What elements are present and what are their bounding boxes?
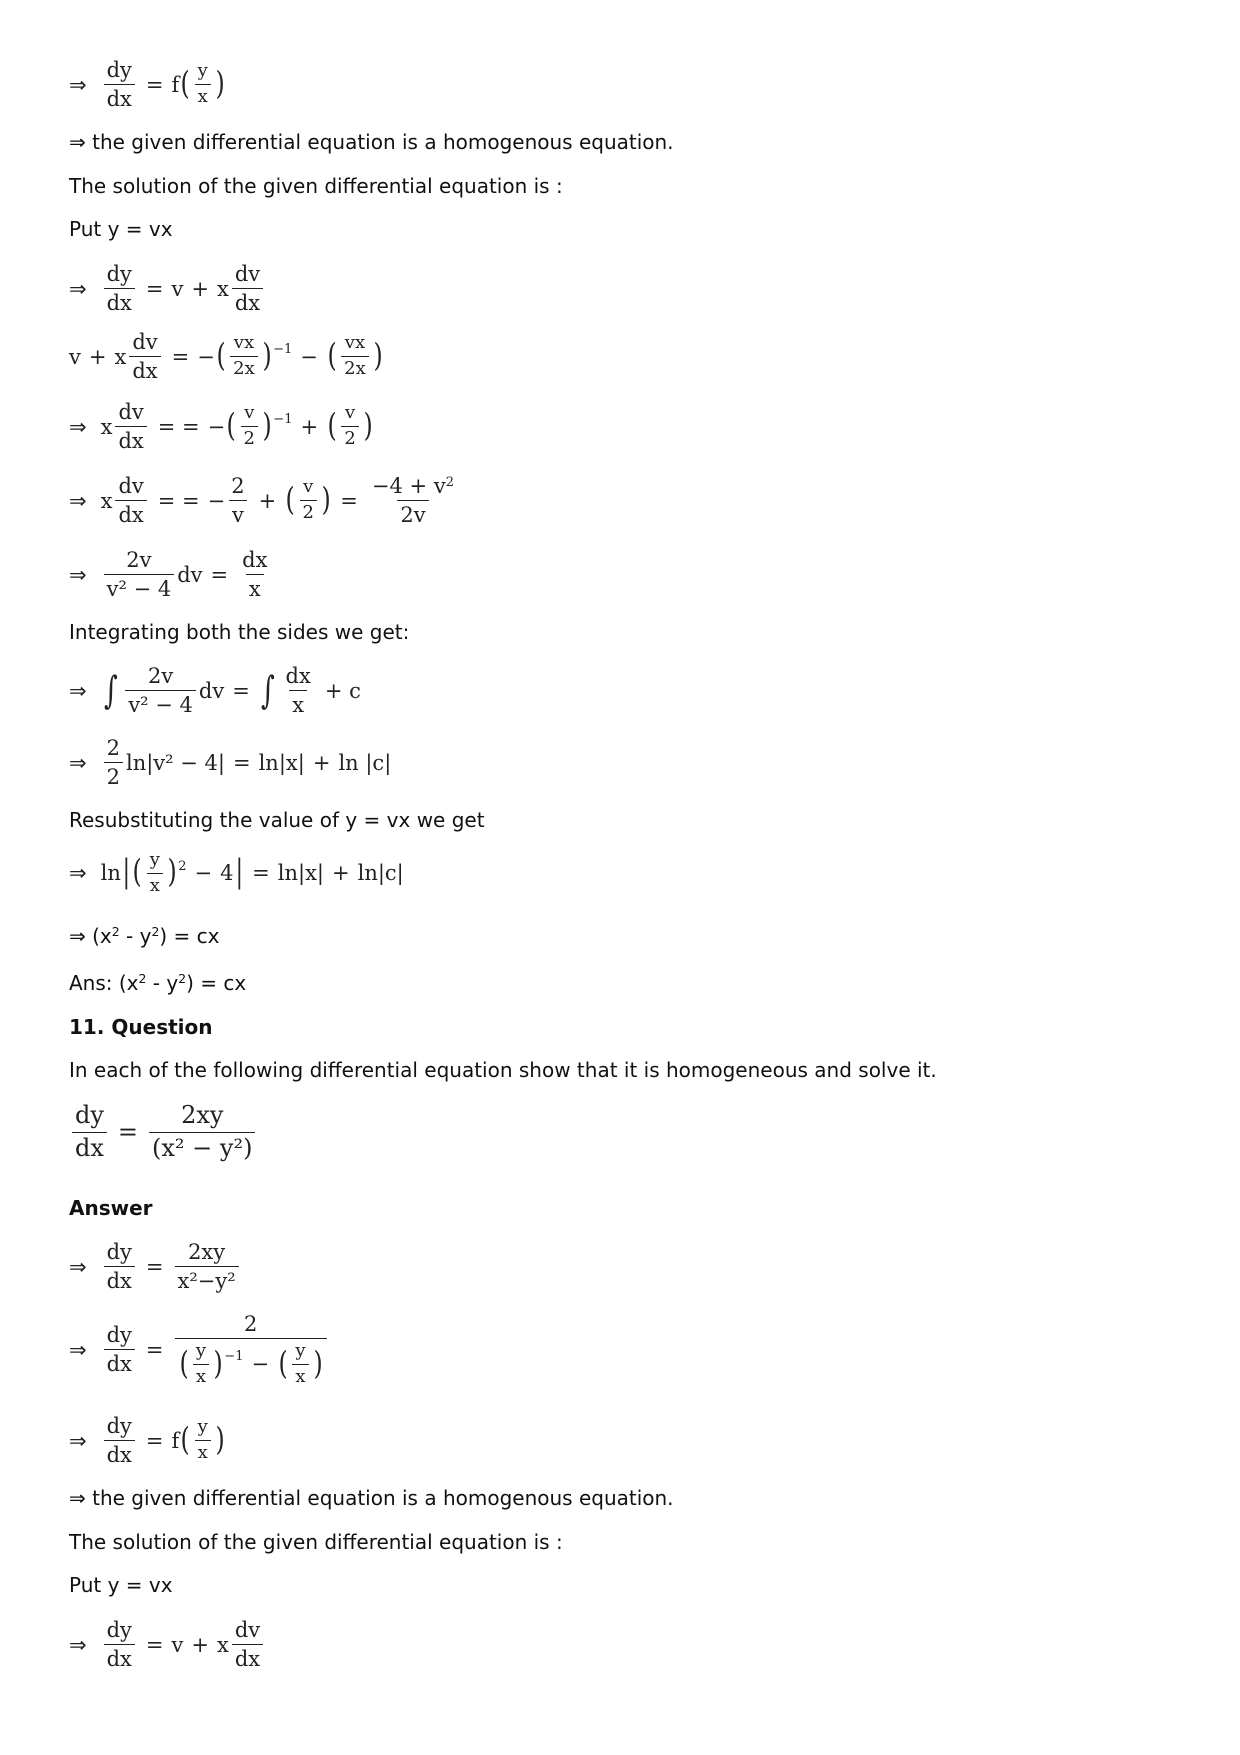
substitution-statement-2: Put y = vx — [69, 1573, 173, 1597]
answer-statement: Ans: $(x^2 - y^2)$ = cx — [69, 971, 247, 995]
equation-x-dv-dx-second: ⇒ x $\frac{dv}{dx}$ = = − $\frac{2}{v}$ + ( $\frac{v}{2}$ ) = $\frac{-4 + v^2}{2v}$ — [69, 474, 454, 528]
answer-equation-4: ⇒ $\frac{dy}{dx}$ = v + x $\frac{dv}{dx}$ — [69, 1618, 266, 1671]
resubstituting-statement: Resubstituting the value of y = vx we get — [69, 808, 485, 832]
substitution-statement: Put y = vx — [69, 217, 173, 241]
question-heading: 11. Question — [69, 1015, 213, 1039]
equation-integrated: ⇒ $\frac{2}{2}$ ln|v² − 4| = ln|x| + ln |c| — [69, 736, 392, 790]
solution-statement: The solution of the given differential equation is : — [69, 174, 563, 198]
homogenous-statement-2: ⇒ the given differential equation is a homogenous equation. — [69, 1486, 674, 1510]
fraction-dy-dx: $\frac{dy}{dx}$ — [104, 58, 135, 111]
integral-sign: ∫ — [103, 667, 118, 712]
result-statement: ⇒ $(x^2 - y^2)$ = cx — [69, 924, 220, 948]
equation-x-dv-dx-first: ⇒ x $\frac{dv}{dx}$ = = − ( $\frac{v}{2}$ ) $^{-1}$ + ( $\frac{v}{2}$ ) — [69, 400, 373, 454]
answer-equation-1: ⇒ $\frac{dy}{dx}$ = $\frac{2xy}{\text{x²−y²}}$ — [69, 1240, 242, 1293]
equation-resubstituted: ⇒ ln | ( $\frac{y}{x}$ ) $^2$ − 4 | = ln|x| + ln|c| — [69, 849, 404, 896]
homogenous-statement: ⇒ the given differential equation is a homogenous equation. — [69, 130, 674, 154]
equation-dy-dx-v-plus-x-dv-dx: ⇒ $\frac{dy}{dx}$ = v + x $\frac{dv}{dx}$ — [69, 262, 266, 315]
implies-symbol: ⇒ — [69, 72, 87, 97]
equation-integral: ⇒ ∫ $\frac{2v}{\text{v² − 4}}$ dv = ∫ $\frac{dx}{x}$ + c — [69, 664, 361, 718]
fraction-y-x: $\frac{y}{x}$ — [195, 61, 211, 107]
integral-sign: ∫ — [260, 667, 275, 712]
equation-v-plus-x-dv-dx: v + x $\frac{dv}{dx}$ = − ( $\frac{vx}{2x}$ ) $^{-1}$ − ( $\frac{vx}{2x}$ ) — [69, 330, 383, 384]
question-prompt: In each of the following differential equation show that it is homogeneous and solve it. — [69, 1058, 937, 1082]
solution-statement-2: The solution of the given differential equation is : — [69, 1530, 563, 1554]
answer-equation-3: ⇒ $\frac{dy}{dx}$ = f ( $\frac{y}{x}$ ) — [69, 1414, 225, 1468]
answer-equation-2: ⇒ $\frac{dy}{dx}$ = 2 ( $\frac{y}{x}$ ) $^{-1}$ − ( $\frac{y}{x}$ ) — [69, 1312, 330, 1388]
equation-separated-variables: ⇒ $\frac{2v}{\text{v² − 4}}$ dv = $\frac{dx}{x}$ — [69, 548, 268, 602]
equation-dy-dx-f-y-over-x: ⇒ $\frac{dy}{dx}$ = f ( $\frac{y}{x}$ ) — [69, 58, 225, 112]
integrating-statement: Integrating both the sides we get: — [69, 620, 410, 644]
answer-heading: Answer — [69, 1196, 153, 1220]
question-equation: $\frac{dy}{dx}$ = $\frac{2xy}{\text{(x² − y²)}}$ — [69, 1102, 258, 1162]
